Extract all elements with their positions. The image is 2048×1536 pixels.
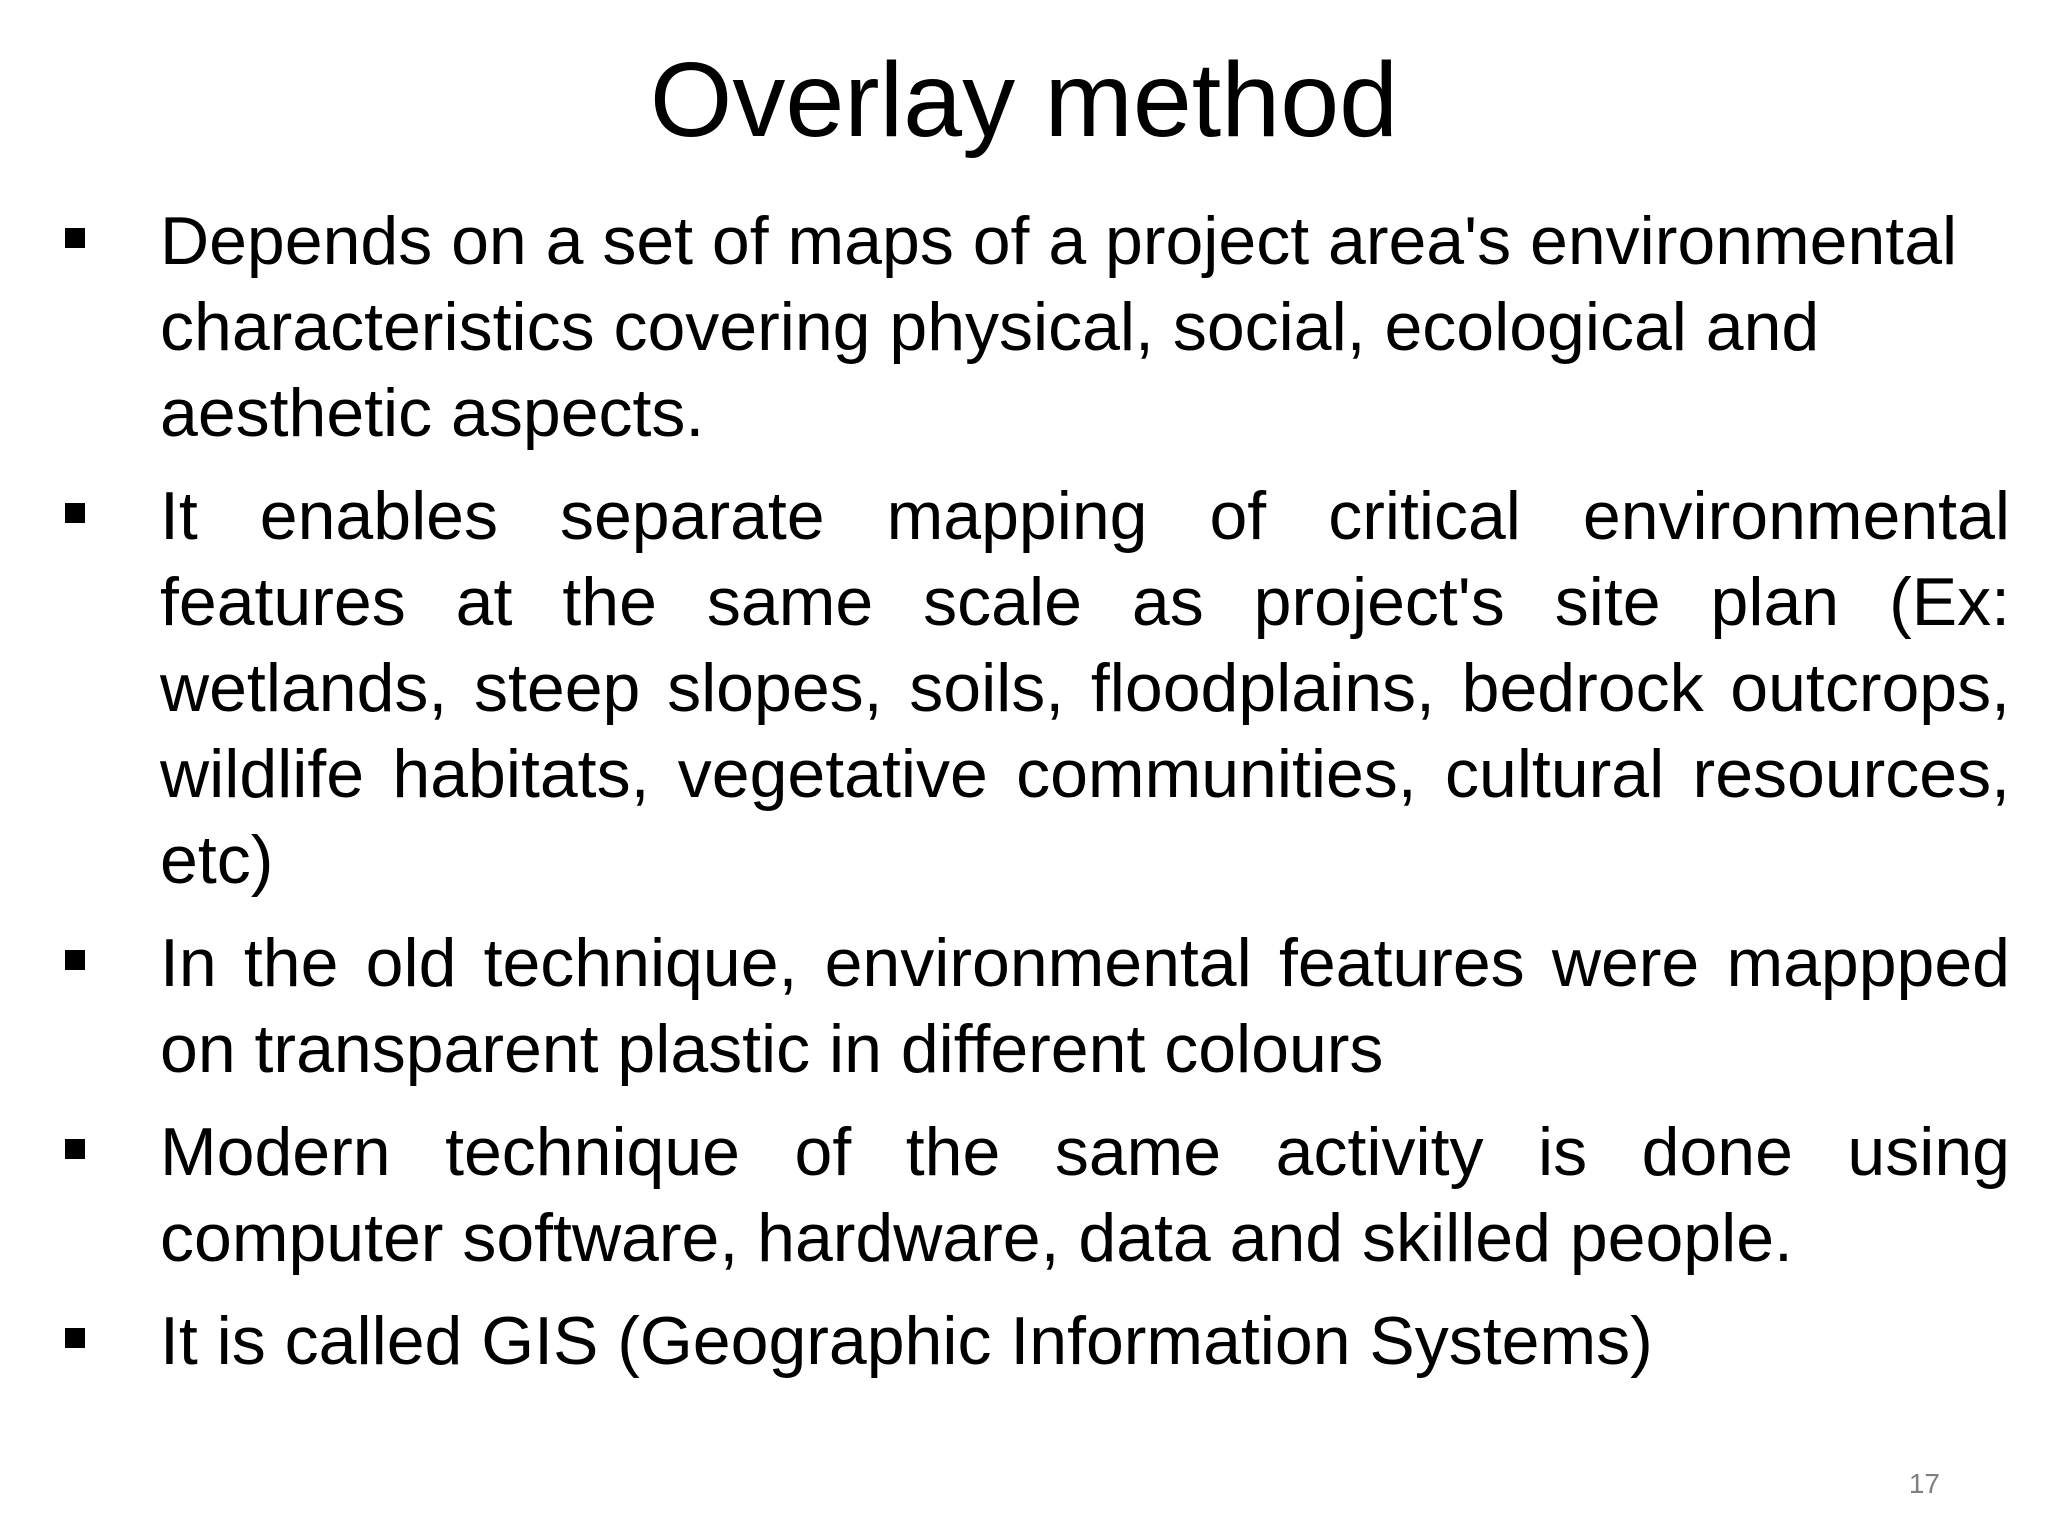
bullet-text: Modern technique of the same activity is done using computer software, hardware, data and skilled people. (160, 1114, 2010, 1276)
bullet-item (60, 920, 2010, 1092)
square-bullet-icon (65, 950, 85, 970)
bullet-item (60, 198, 2030, 456)
square-bullet-icon (65, 1139, 85, 1159)
slide-title: Overlay method (649, 41, 1399, 159)
bullet-text: It is called GIS (Geographic Information Systems) (160, 1303, 1653, 1379)
square-bullet-icon (65, 503, 85, 523)
bullet-text: It enables separate mapping of critical environmental features at the same scale as project's site plan (Ex: wetlands, steep slopes, soils, floodplains, bedrock outcrops, wildlife habitats, vegetative communities, cultural resources, etc) (160, 478, 2010, 898)
bullet-item (60, 1298, 2010, 1384)
square-bullet-icon (65, 1328, 85, 1348)
bullet-item (60, 1109, 2010, 1281)
bullet-text: In the old technique, environmental features were mappped on transparent plastic in different colours (160, 925, 2010, 1087)
square-bullet-icon (65, 228, 85, 248)
bullet-text: Depends on a set of maps of a project area's environmental characteristics covering physical, social, ecological and aesthetic aspects. (160, 203, 1958, 451)
bullet-list (60, 198, 2010, 1401)
bullet-item (60, 473, 2010, 903)
page-number: 17 (1908, 1468, 1940, 1499)
